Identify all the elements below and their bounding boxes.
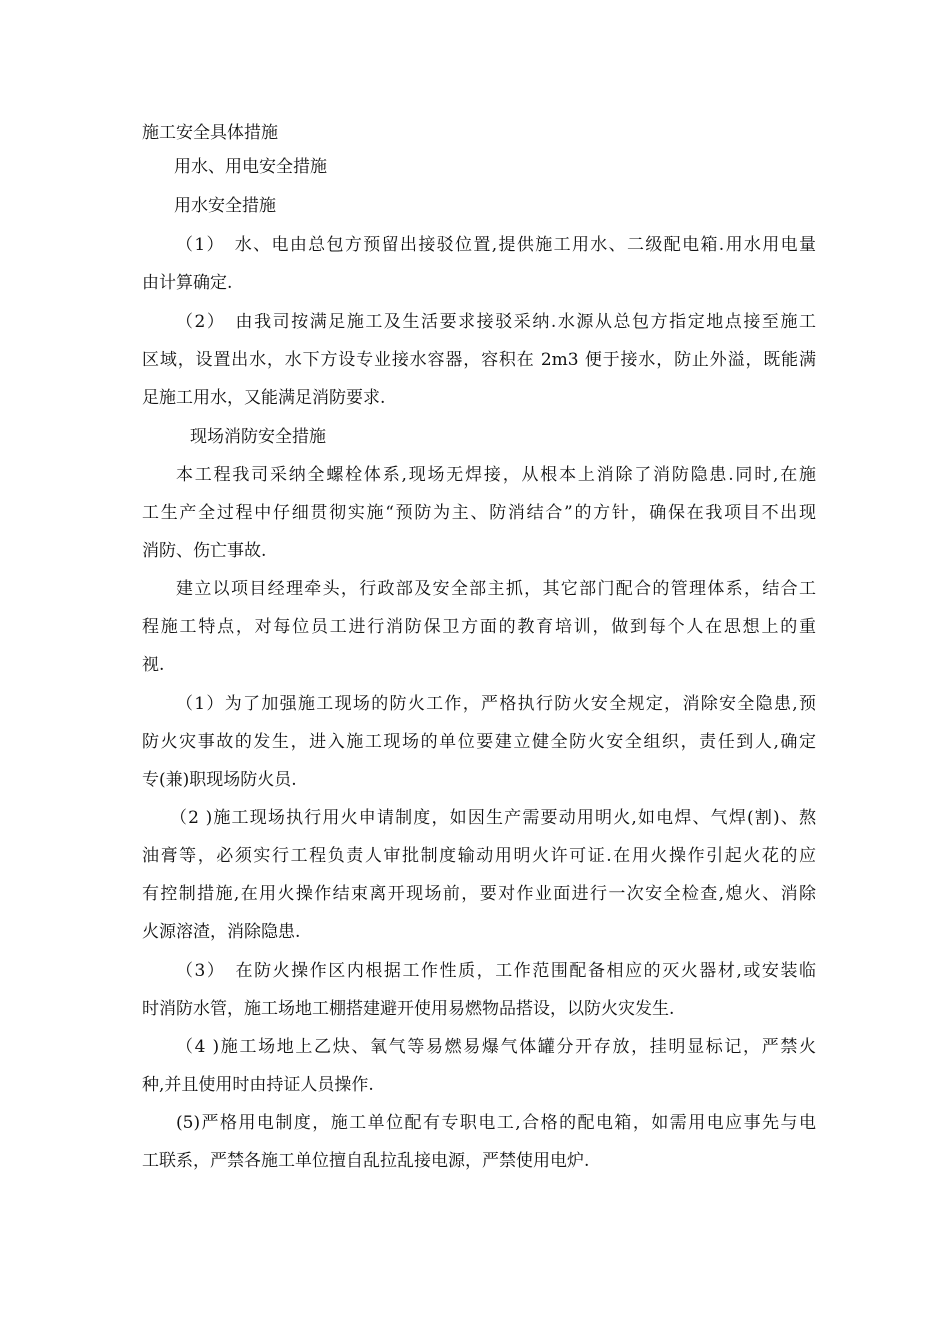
fire-item-2-line-3: 有控制措施,在用火操作结束离开现场前，要对作业面进行一次安全检查,熄火、消除 xyxy=(142,884,816,904)
fire-paragraph-2-line-1: 建立以项目经理牵头，行政部及安全部主抓，其它部门配合的管理体系，结合工 xyxy=(176,579,816,599)
fire-paragraph-1-line-2: 工生产全过程中仔细贯彻实施“预防为主、防消结合”的方针，确保在我项目不出现 xyxy=(142,503,816,523)
fire-item-1-line-3: 专(兼)职现场防火员. xyxy=(142,770,297,790)
fire-item-2-line-1: （2 )施工现场执行用火申请制度，如因生产需要动用明火,如电焊、气焊(割)、熬 xyxy=(170,808,816,828)
subsection-heading-water: 用水安全措施 xyxy=(174,196,276,216)
water-item-2-line-1: （2） 由我司按满足施工及生活要求接驳采纳.水源从总包方指定地点接至施工 xyxy=(176,312,816,332)
document-title: 施工安全具体措施 xyxy=(142,123,278,143)
water-item-1-line-1: （1） 水、电由总包方预留出接驳位置,提供施工用水、二级配电箱.用水用电量 xyxy=(176,235,816,255)
water-item-2-line-2: 区域，设置出水，水下方设专业接水容器，容积在 2m3 便于接水，防止外溢，既能满 xyxy=(142,350,816,370)
fire-item-1-line-2: 防火灾事故的发生，进入施工现场的单位要建立健全防火安全组织，责任到人,确定 xyxy=(142,732,816,752)
water-item-2-line-3: 足施工用水，又能满足消防要求. xyxy=(142,388,386,408)
fire-paragraph-2-line-2: 程施工特点，对每位员工进行消防保卫方面的教育培训，做到每个人在思想上的重 xyxy=(142,617,816,637)
fire-item-5-line-1: (5)严格用电制度，施工单位配有专职电工,合格的配电箱，如需用电应事先与电 xyxy=(176,1113,816,1133)
fire-item-5-line-2: 工联系，严禁各施工单位擅自乱拉乱接电源，严禁使用电炉. xyxy=(142,1151,590,1171)
subsection-heading-fire: 现场消防安全措施 xyxy=(190,427,326,447)
fire-paragraph-2-line-3: 视. xyxy=(142,655,165,675)
fire-item-2-line-4: 火源溶渣，消除隐患. xyxy=(142,922,301,942)
fire-item-1-line-1: （1）为了加强施工现场的防火工作，严格执行防火安全规定，消除安全隐患,预 xyxy=(176,694,816,714)
fire-item-4-line-1: （4 )施工场地上乙炔、氧气等易燃易爆气体罐分开存放，挂明显标记，严禁火 xyxy=(176,1037,816,1057)
water-item-1-line-2: 由计算确定. xyxy=(142,273,233,293)
fire-paragraph-1-line-3: 消防、伤亡事故. xyxy=(142,541,267,561)
fire-item-2-line-2: 油膏等，必须实行工程负责人审批制度输动用明火许可证.在用火操作引起火花的应 xyxy=(142,846,816,866)
fire-item-3-line-1: （3） 在防火操作区内根据工作性质，工作范围配备相应的灭火器材,或安装临 xyxy=(176,961,816,981)
fire-item-4-line-2: 种,并且使用时由持证人员操作. xyxy=(142,1075,374,1095)
section-heading-water-electric: 用水、用电安全措施 xyxy=(174,157,327,177)
fire-item-3-line-2: 时消防水管，施工场地工棚搭建避开使用易燃物品搭设，以防火灾发生. xyxy=(142,999,675,1019)
fire-paragraph-1-line-1: 本工程我司采纳全螺栓体系,现场无焊接，从根本上消除了消防隐患.同时,在施 xyxy=(176,465,816,485)
